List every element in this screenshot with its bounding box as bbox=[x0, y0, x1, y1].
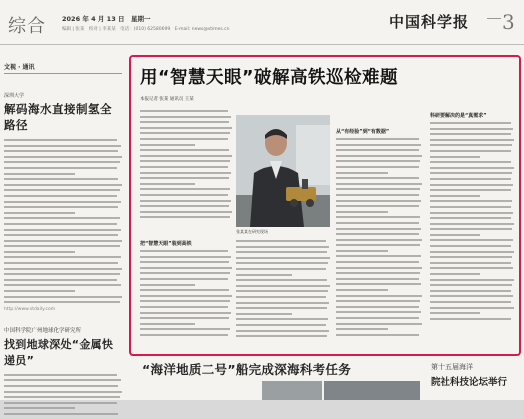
body-text-line bbox=[336, 205, 419, 207]
body-text-line bbox=[4, 301, 120, 303]
bottom-right-kicker: 第十五届海洋 bbox=[431, 363, 473, 371]
photo-caption: 张某某在研究现场 bbox=[236, 229, 268, 234]
body-text-line bbox=[4, 178, 118, 180]
editor-contact-line: 编辑 | 张某 校对 | 李某某 电话：(010) 62580699 E-mail: news@stimes.cn bbox=[62, 27, 230, 32]
body-text-line bbox=[140, 138, 228, 140]
body-text-line bbox=[4, 296, 122, 298]
featured-headline[interactable]: 用“智慧天眼”破解高铁巡检难题 bbox=[140, 68, 399, 88]
section-name: 综合 bbox=[8, 16, 46, 37]
body-text-line bbox=[4, 279, 117, 281]
body-text-line bbox=[430, 161, 511, 163]
bottom-headline[interactable]: “海洋地质二号”船完成深海科考任务 bbox=[142, 362, 352, 377]
body-text-line bbox=[4, 189, 120, 191]
issue-date: 2026 年 4 月 13 日 星期一 bbox=[62, 15, 151, 23]
body-text-line bbox=[236, 290, 328, 292]
body-text-line bbox=[336, 177, 419, 179]
body-text-line bbox=[140, 323, 195, 325]
body-text-line bbox=[4, 379, 121, 381]
body-text-line bbox=[236, 318, 328, 320]
body-text-line bbox=[4, 396, 120, 398]
body-text-line bbox=[236, 302, 329, 304]
featured-subheading-1: 把“智慧天眼”装到高铁 bbox=[140, 241, 192, 247]
body-text-line bbox=[430, 195, 480, 197]
body-text-line bbox=[430, 295, 513, 297]
page-number: 3 bbox=[502, 10, 515, 34]
body-text-line bbox=[140, 144, 195, 146]
body-text-line bbox=[336, 334, 419, 336]
body-text-line bbox=[430, 217, 511, 219]
left-kicker: 深圳大学 bbox=[4, 93, 25, 99]
body-text-line bbox=[336, 311, 421, 313]
body-text-line bbox=[4, 161, 120, 163]
body-text-line bbox=[430, 307, 514, 309]
body-text-line bbox=[430, 139, 514, 141]
body-text-line bbox=[4, 268, 122, 270]
body-text-line bbox=[430, 144, 512, 146]
bottom-photo-1 bbox=[262, 381, 322, 400]
body-text-line bbox=[336, 194, 419, 196]
featured-photo bbox=[236, 115, 330, 227]
body-text-line bbox=[336, 211, 388, 213]
body-text-line bbox=[140, 132, 230, 134]
body-text-line bbox=[140, 289, 229, 291]
body-text-line bbox=[336, 300, 420, 302]
left-article-title-2: 找到地球深处“金属快递员” bbox=[4, 337, 114, 367]
body-text-line bbox=[430, 184, 513, 186]
body-text-line bbox=[236, 268, 326, 270]
left-kicker-2: 中国科学院广州地球化学研究所 bbox=[4, 327, 82, 334]
body-text-line bbox=[430, 228, 512, 230]
featured-body-col1 bbox=[140, 110, 232, 222]
body-text-line bbox=[336, 233, 419, 235]
body-text-line bbox=[336, 144, 421, 146]
body-text-line bbox=[4, 156, 122, 158]
body-text-line bbox=[140, 160, 230, 162]
body-text-line bbox=[430, 200, 512, 202]
body-text-line bbox=[140, 267, 232, 269]
body-text-line bbox=[430, 212, 513, 214]
left-footnote: http://www.stdaily.com bbox=[4, 306, 56, 312]
body-text-line bbox=[236, 330, 329, 332]
body-text-line bbox=[140, 121, 229, 123]
body-text-line bbox=[336, 317, 419, 319]
body-text-line bbox=[4, 256, 121, 258]
body-text-line bbox=[140, 172, 231, 174]
body-text-line bbox=[4, 139, 117, 141]
body-text-line bbox=[336, 261, 419, 263]
body-text-line bbox=[336, 295, 422, 297]
body-text-line bbox=[140, 211, 232, 213]
body-text-line bbox=[336, 172, 388, 174]
body-text-line bbox=[336, 250, 388, 252]
body-text-line bbox=[4, 212, 75, 214]
body-text-line bbox=[4, 217, 120, 219]
body-text-line bbox=[140, 116, 231, 118]
body-text-line bbox=[336, 155, 422, 157]
body-text-line bbox=[4, 223, 117, 225]
body-text-line bbox=[336, 160, 420, 162]
body-text-line bbox=[430, 234, 480, 236]
left-article-title: 解码海水直接制氢全路径 bbox=[4, 102, 112, 132]
body-text-line bbox=[336, 283, 421, 285]
body-text-line bbox=[140, 177, 229, 179]
body-text-line bbox=[4, 251, 75, 253]
body-text-line bbox=[140, 200, 231, 202]
body-text-line bbox=[4, 273, 120, 275]
body-text-line bbox=[4, 374, 117, 376]
body-text-line bbox=[236, 313, 292, 315]
body-text-line bbox=[430, 301, 511, 303]
body-text-line bbox=[236, 324, 326, 326]
body-text-line bbox=[430, 251, 514, 253]
body-text-line bbox=[336, 289, 388, 291]
body-text-line bbox=[236, 296, 326, 298]
body-text-line bbox=[430, 256, 512, 258]
body-text-line bbox=[140, 183, 195, 185]
body-text-line bbox=[430, 223, 514, 225]
body-text-line bbox=[4, 240, 122, 242]
body-text-line bbox=[4, 385, 118, 387]
body-text-line bbox=[236, 285, 330, 287]
body-text-line bbox=[336, 228, 421, 230]
bottom-photo-2 bbox=[324, 381, 420, 400]
body-text-line bbox=[140, 256, 231, 258]
body-text-line bbox=[430, 172, 512, 174]
body-text-line bbox=[336, 183, 422, 185]
body-text-line bbox=[336, 267, 422, 269]
featured-subheading-3: 科研要解决的是“真需求” bbox=[430, 113, 487, 119]
newspaper-logo: 中国科学报 bbox=[389, 13, 470, 31]
body-text-line bbox=[430, 273, 480, 275]
body-text-line bbox=[430, 128, 513, 130]
body-text-line bbox=[4, 206, 118, 208]
body-text-line bbox=[4, 262, 118, 264]
body-text-line bbox=[430, 150, 511, 152]
left-article-body bbox=[4, 139, 122, 303]
body-text-line bbox=[236, 240, 326, 242]
person-with-equipment-image bbox=[236, 115, 330, 227]
body-text-line bbox=[140, 328, 230, 330]
body-text-line bbox=[430, 312, 480, 314]
body-text-line bbox=[336, 328, 388, 330]
body-text-line bbox=[236, 279, 327, 281]
body-text-line bbox=[140, 127, 232, 129]
body-text-line bbox=[4, 173, 75, 175]
featured-body-col2-lower bbox=[236, 240, 330, 341]
body-text-line bbox=[336, 166, 419, 168]
body-text-line bbox=[430, 178, 511, 180]
body-text-line bbox=[336, 255, 421, 257]
body-text-line bbox=[336, 138, 419, 140]
body-text-line bbox=[140, 250, 228, 252]
body-text-line bbox=[236, 251, 327, 253]
featured-byline: 本报记者 张某 通讯员 王某 bbox=[140, 97, 194, 102]
body-text-line bbox=[336, 272, 420, 274]
masthead bbox=[0, 0, 524, 45]
body-text-line bbox=[4, 201, 121, 203]
column-tag: 文视 · 通讯 bbox=[4, 62, 122, 74]
body-text-line bbox=[140, 306, 228, 308]
body-text-line bbox=[4, 195, 117, 197]
body-text-line bbox=[140, 155, 232, 157]
body-text-line bbox=[430, 156, 480, 158]
body-text-line bbox=[140, 334, 228, 336]
body-text-line bbox=[336, 306, 419, 308]
body-text-line bbox=[336, 278, 419, 280]
body-text-line bbox=[336, 216, 420, 218]
body-text-line bbox=[4, 413, 118, 415]
body-text-line bbox=[4, 234, 118, 236]
body-text-line bbox=[140, 261, 229, 263]
body-text-line bbox=[430, 262, 511, 264]
body-text-line bbox=[140, 295, 232, 297]
body-text-line bbox=[140, 166, 228, 168]
body-text-line bbox=[140, 300, 230, 302]
body-text-line bbox=[4, 167, 117, 169]
body-text-line bbox=[140, 188, 230, 190]
body-text-line bbox=[430, 267, 513, 269]
body-text-line bbox=[140, 312, 231, 314]
body-text-line bbox=[140, 278, 228, 280]
body-text-line bbox=[140, 110, 228, 112]
featured-subheading-2: 从“有经验”到“有数据” bbox=[336, 129, 390, 135]
body-text-line bbox=[430, 290, 511, 292]
body-text-line bbox=[140, 216, 230, 218]
body-text-line bbox=[336, 188, 420, 190]
body-text-line bbox=[430, 245, 511, 247]
body-text-line bbox=[236, 262, 328, 264]
body-text-line bbox=[4, 391, 122, 393]
body-text-line bbox=[336, 239, 422, 241]
body-text-line bbox=[430, 167, 514, 169]
bottom-right-title[interactable]: 院社科技论坛举行 bbox=[431, 377, 508, 388]
body-text-line bbox=[4, 184, 122, 186]
body-text-line bbox=[336, 323, 422, 325]
body-text-line bbox=[4, 290, 75, 292]
body-text-line bbox=[140, 317, 229, 319]
body-text-line bbox=[430, 318, 511, 320]
body-text-line bbox=[430, 133, 511, 135]
body-text-line bbox=[4, 407, 75, 409]
body-text-line bbox=[336, 244, 420, 246]
body-text-line bbox=[4, 229, 121, 231]
left-article-body-2 bbox=[4, 374, 122, 415]
body-text-line bbox=[236, 307, 327, 309]
logo-separator bbox=[487, 18, 501, 19]
body-text-line bbox=[140, 272, 230, 274]
body-text-line bbox=[236, 246, 329, 248]
body-text-line bbox=[336, 200, 421, 202]
body-text-line bbox=[430, 122, 511, 124]
body-text-line bbox=[236, 257, 330, 259]
body-text-line bbox=[236, 274, 292, 276]
body-text-line bbox=[140, 284, 195, 286]
body-text-line bbox=[430, 239, 513, 241]
body-text-line bbox=[4, 145, 121, 147]
body-text-line bbox=[4, 150, 118, 152]
body-text-line bbox=[430, 189, 511, 191]
body-text-line bbox=[430, 279, 514, 281]
body-text-line bbox=[4, 284, 121, 286]
body-text-line bbox=[140, 149, 229, 151]
body-text-line bbox=[4, 402, 117, 404]
body-text-line bbox=[236, 335, 327, 337]
featured-body-col1-lower bbox=[140, 250, 232, 340]
body-text-line bbox=[430, 284, 512, 286]
body-text-line bbox=[336, 149, 419, 151]
left-column bbox=[4, 62, 122, 419]
featured-body-col4 bbox=[430, 122, 514, 323]
body-text-line bbox=[4, 245, 120, 247]
body-text-line bbox=[336, 222, 419, 224]
body-text-line bbox=[140, 194, 228, 196]
featured-body-col3 bbox=[336, 138, 422, 339]
body-text-line bbox=[430, 206, 511, 208]
body-text-line bbox=[140, 205, 229, 207]
